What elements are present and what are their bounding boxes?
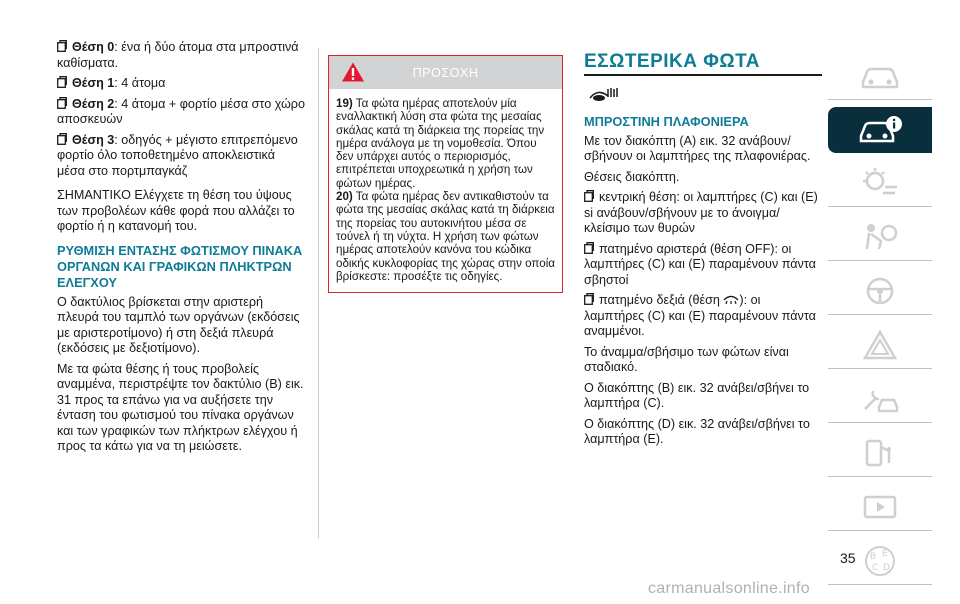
front-ceiling-light-heading: ΜΠΡΟΣΤΙΝΗ ΠΛΑΦΟΝΙΕΡΑ [584, 113, 749, 129]
position-1: Θέση 1: 4 άτομα [57, 76, 305, 92]
checkbox-icon [57, 97, 67, 109]
svg-text:C: C [872, 563, 879, 573]
position-3: Θέση 3: οδηγός + μέγιστο επιτρεπόμενο φορτίο όλο τοποθετημένο αποκλειστικά μέσα στο πορτμπαγκάζ [57, 132, 298, 178]
tab-dashboard[interactable] [828, 53, 932, 100]
light-icon [857, 165, 903, 201]
important-note: ΣΗΜΑΝΤΙΚΟ Ελέγχετε τη θέση του ύψους των προβολέων κάθε φορά που αλλάζει το φορτίο ή η κατανομή του. [57, 188, 295, 233]
tab-technical-data[interactable] [828, 430, 932, 477]
checkbox-icon [584, 190, 594, 202]
footer-watermark: carmanualsonline.info [648, 580, 810, 597]
tab-airbag[interactable] [828, 214, 932, 261]
checkbox-icon [584, 242, 594, 254]
tab-lights[interactable] [828, 160, 932, 207]
left-column [57, 40, 305, 460]
svg-text:D: D [883, 563, 890, 573]
right-paragraph-3: Το άναμμα/σβήσιμο των φώτων είναι σταδιακό. [584, 344, 789, 374]
tab-emergency[interactable] [828, 322, 932, 369]
section-heading-dimmer: ΡΥΘΜΙΣΗ ΕΝΤΑΣΗΣ ΦΩΤΙΣΜΟΥ ΠΙΝΑΚΑ ΟΡΓΑΝΩΝ ΚΑΙ ΓΡΑΦΙΚΩΝ ΠΛΗΚΤΡΩΝ ΕΛΕΓΧΟΥ [57, 242, 303, 290]
column-divider [318, 48, 319, 538]
position-2: Θέση 2: 4 άτομα + φορτίο μέσα στο χώρο αποσκευών [57, 96, 305, 126]
interior-lights-title: ΕΣΩΤΕΡΙΚΑ ΦΩΤΑ [584, 51, 761, 72]
caution-note-20: 20) Τα φώτα ημέρας δεν αντικαθιστούν τα φώτα της μεσαίας σκάλας κατά τη διάρκεια της πορείας του αυτοκινήτου μέσα σε τούνελ ή τη νύχτα. Η χρήση των φώτων ημέρας αποτελούν κανόνα του κώδικα οδικής κυκλοφορίας της χώρας στην οποία βρίσκεστε: προσέξτε τις οδηγίες. [336, 190, 555, 283]
switch-position-right: πατημένο δεξιά (θέση ): οι λαμπτήρες (C) και (E) παραμένουν πάντα αναμμένοι. [584, 293, 816, 338]
checkbox-icon [57, 76, 67, 88]
door-lamp-icon [723, 294, 739, 305]
page-number: 35 [840, 550, 856, 566]
switch-position-center: κεντρική θέση: οι λαμπτήρες (C) και (E) si ανάβουν/σβήνουν με το άνοιγμα/κλείσιμο των θυρών [584, 190, 818, 235]
switch-position-left: πατημένο αριστερά (θέση OFF): οι λαμπτήρες (C) και (E) παραμένουν πάντα σβηστοί [584, 241, 816, 287]
car-dashboard-icon [857, 58, 903, 94]
car-info-icon [857, 112, 903, 148]
caution-body [329, 89, 562, 292]
steering-wheel-icon [857, 273, 903, 309]
media-icon [857, 489, 903, 525]
tab-car-info[interactable] [828, 107, 932, 153]
chapter-tabs [828, 53, 932, 592]
fuel-gauge-icon [857, 435, 903, 471]
caution-box [328, 55, 563, 293]
position-0: Θέση 0: ένα ή δύο άτομα στα μπροστινά καθίσματα. [57, 40, 299, 70]
caution-title: ΠΡΟΣΟΧΗ [412, 66, 479, 80]
checkbox-icon [57, 133, 67, 145]
warning-triangle-icon [857, 327, 903, 363]
right-paragraph-5: Ο διακόπτης (D) εικ. 32 ανάβει/σβήνει το λαμπτήρα (E). [584, 416, 810, 446]
svg-text:E: E [882, 549, 888, 559]
svg-text:B: B [870, 552, 877, 562]
wrench-car-icon [857, 381, 903, 417]
interior-lamp-icon [588, 84, 622, 106]
tab-driving[interactable] [828, 268, 932, 315]
right-paragraph-2: Θέσεις διακόπτη. [584, 169, 680, 184]
right-paragraph-4: Ο διακόπτης (B) εικ. 32 ανάβει/σβήνει το λαμπτήρα (C). [584, 380, 810, 410]
caution-header [329, 56, 562, 89]
tab-multimedia[interactable] [828, 484, 932, 531]
title-rule [584, 74, 822, 76]
tab-maintenance[interactable] [828, 376, 932, 423]
caution-note-19: 19) Τα φώτα ημέρας αποτελούν μία εναλλακτική λύση στα φώτα της μεσαίας σκάλας κατά τη διάρκεια της πορείας την ημέρα ανάλογα με τη νομοθεσία. Όπου δεν υπάρχει αυτός ο περιορισμός, επιτρέπεται υποχρεωτικά η χρήση των φώτων ημέρας. [336, 97, 545, 190]
checkbox-icon [57, 40, 67, 52]
airbag-icon [857, 219, 903, 255]
right-paragraph-1: Με τον διακόπτη (A) εικ. 32 ανάβουν/σβήνουν οι λαμπτήρες της πλαφονιέρας. [584, 133, 811, 163]
dimmer-paragraph-2: Με τα φώτα θέσης ή τους προβολείς αναμμένα, περιστρέψτε τον δακτύλιο (B) εικ. 31 προς τα επάνω για να αυξήσετε την ένταση του φωτισμού του πίνακα οργάνων και των γραφικών των πλήκτρων ελέγχου ή προς τα κάτω για να τη μειώσετε. [57, 361, 304, 453]
checkbox-icon [584, 293, 594, 305]
right-column [584, 40, 824, 453]
alphabet-index-icon [857, 543, 903, 579]
dimmer-paragraph-1: Ο δακτύλιος βρίσκεται στην αριστερή πλευρά του ταμπλό των οργάνων (εκδόσεις με αριστεροτίμονο) ή στη δεξιά πλευρά (εκδόσεις με δεξιοτίμονο). [57, 294, 300, 355]
